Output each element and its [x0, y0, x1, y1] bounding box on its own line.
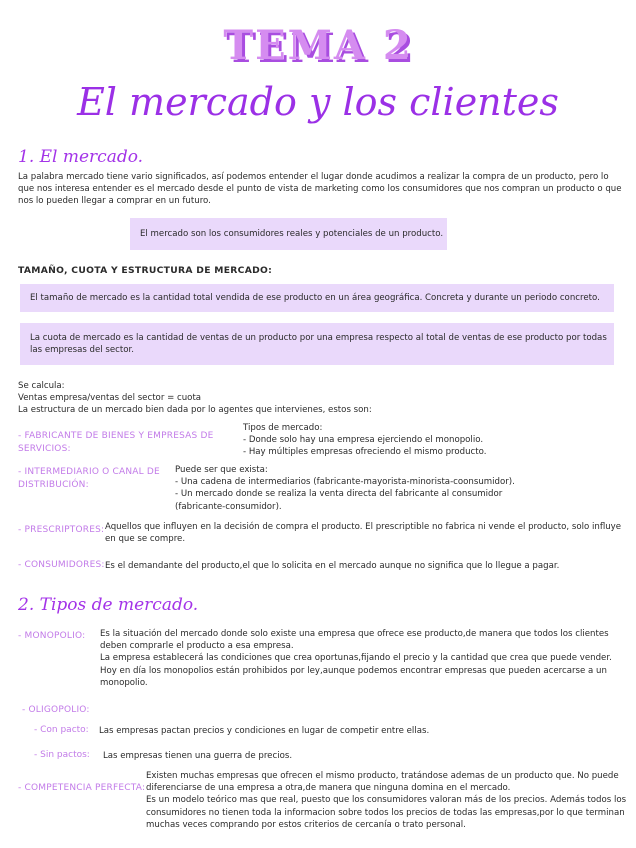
market-share-box [20, 323, 614, 365]
calc-line: Ventas empresa/ventas del sector = cuota [18, 393, 202, 404]
competencia-text-line: consumidores no tienen toda la informacion sobre todos los precios de todas las empresas,por lo que terminan [146, 807, 625, 818]
definition-box [130, 218, 447, 250]
consumidores-text: Es el demandante del producto,el que lo solicita en el mercado aunque no significa que lo llegue a pagar. [105, 561, 560, 571]
page-subtitle: El mercado y los clientes [77, 80, 559, 124]
section1-intro [18, 171, 622, 208]
fabricante-label [18, 430, 214, 456]
intermediario-label [18, 466, 160, 492]
monopolio-text-line: deben comprarle el producto a esa empresa. [100, 641, 294, 652]
intro-line: que nos interesa entender es el mercado desde el punto de vista de marketing como los consumidores que nos compran un producto o que [18, 184, 622, 195]
intermediario-text-line: - Un mercado donde se realiza la venta directa del fabricante al consumidor [175, 489, 503, 500]
intermediario-label-line: DISTRIBUCIÓN: [18, 480, 89, 490]
monopolio-text-line: La empresa establecerá las condiciones que crea oportunas,fijando el precio y la cantidad que crea que puede vender. [100, 653, 612, 664]
fabricante-text-line: - Hay múltiples empresas ofreciendo el mismo producto. [243, 447, 487, 458]
intermediario-label-line: - INTERMEDIARIO O CANAL DE [18, 467, 160, 477]
calc-block [18, 380, 372, 417]
prescriptores-text-line: Aquellos que influyen en la decisión de compra el producto. El prescriptible no fabrica ni vende el producto, solo influye [105, 522, 622, 532]
competencia-text-line: Existen muchas empresas que ofrecen el mismo producto, tratándose ademas de un producto que. No puede [146, 771, 619, 781]
section2-heading: 2. Tipos de mercado. [18, 595, 199, 615]
intermediario-text-line: (fabricante-consumidor). [175, 501, 282, 512]
monopolio-label: - MONOPOLIO: [18, 631, 86, 641]
consumidores-label: - CONSUMIDORES: [18, 560, 105, 570]
competencia-label: - COMPETENCIA PERFECTA: [18, 783, 146, 793]
fabricante-text [243, 422, 486, 459]
market-share-line: La cuota de mercado es la cantidad de ventas de un producto por una empresa respecto al total de ventas de ese producto por todas [30, 332, 607, 343]
monopolio-text-line: monopolio. [100, 677, 148, 688]
section1-heading: 1. El mercado. [18, 147, 144, 167]
market-share-line: las empresas del sector. [30, 345, 135, 355]
fabricante-label-line: SERVICIOS: [18, 444, 71, 454]
intermediario-text-line: Puede ser que exista: [175, 465, 268, 475]
page-title: TEMA 2 [223, 22, 413, 69]
fabricante-text-line: Tipos de mercado: [243, 423, 323, 433]
fabricante-label-line: - FABRICANTE DE BIENES Y EMPRESAS DE [18, 431, 214, 441]
calc-line: La estructura de un mercado bien dada por lo agentes que intervienes, estos son: [18, 405, 372, 416]
fabricante-text-line: - Donde solo hay una empresa ejerciendo el monopolio. [243, 435, 484, 446]
sin-pacto-label: - Sin pactos: [34, 750, 90, 760]
market-size-text: El tamaño de mercado es la cantidad total vendida de ese producto en un área geográfica. Concreta y durante un periodo concreto. [30, 292, 600, 303]
competencia-text [146, 770, 626, 831]
market-size-box [20, 284, 614, 312]
competencia-text-line: Es un modelo teórico mas que real, puesto que los consumidores valoran más de los precios. Además todos los [146, 795, 627, 806]
competencia-text-line: muchas veces comprando por estos criterios de cercanía o trato personal. [146, 819, 466, 830]
prescriptores-text-line: en que se compre. [105, 534, 186, 545]
definition-text: El mercado son los consumidores reales y potenciales de un producto. [140, 228, 444, 239]
monopolio-text [100, 628, 612, 689]
intro-line: nos lo pueden llegar a comprar en un futuro. [18, 196, 211, 207]
prescriptores-text [105, 521, 621, 545]
prescriptores-label: - PRESCRIPTORES: [18, 525, 105, 535]
intermediario-text [175, 464, 515, 513]
monopolio-text-line: Es la situación del mercado donde solo existe una empresa que ofrece ese producto,de manera que todos los clientes [100, 629, 609, 639]
section1-subheading: TAMAÑO, CUOTA Y ESTRUCTURA DE MERCADO: [18, 265, 273, 276]
sin-pacto-text: Las empresas tienen una guerra de precios. [103, 751, 293, 761]
competencia-text-line: diferenciarse de una empresa a otra,de manera que ninguna domina en el mercado. [146, 783, 511, 794]
calc-line: Se calcula: [18, 381, 65, 391]
monopolio-text-line: Hoy en día los monopolios están prohibidos por ley,aunque podemos encontrar empresas que pueden acercarse a un [100, 665, 607, 676]
intermediario-text-line: - Una cadena de intermediarios (fabricante-mayorista-minorista-coonsumidor). [175, 477, 515, 488]
intro-line: La palabra mercado tiene vario significados, así podemos entender el lugar donde acudimos a realizar la compra de un producto, pero lo [18, 172, 609, 182]
con-pacto-label: - Con pacto: [34, 725, 89, 735]
con-pacto-text: Las empresas pactan precios y condiciones en lugar de competir entre ellas. [99, 726, 430, 736]
oligopolio-label: - OLIGOPOLIO: [22, 705, 90, 715]
